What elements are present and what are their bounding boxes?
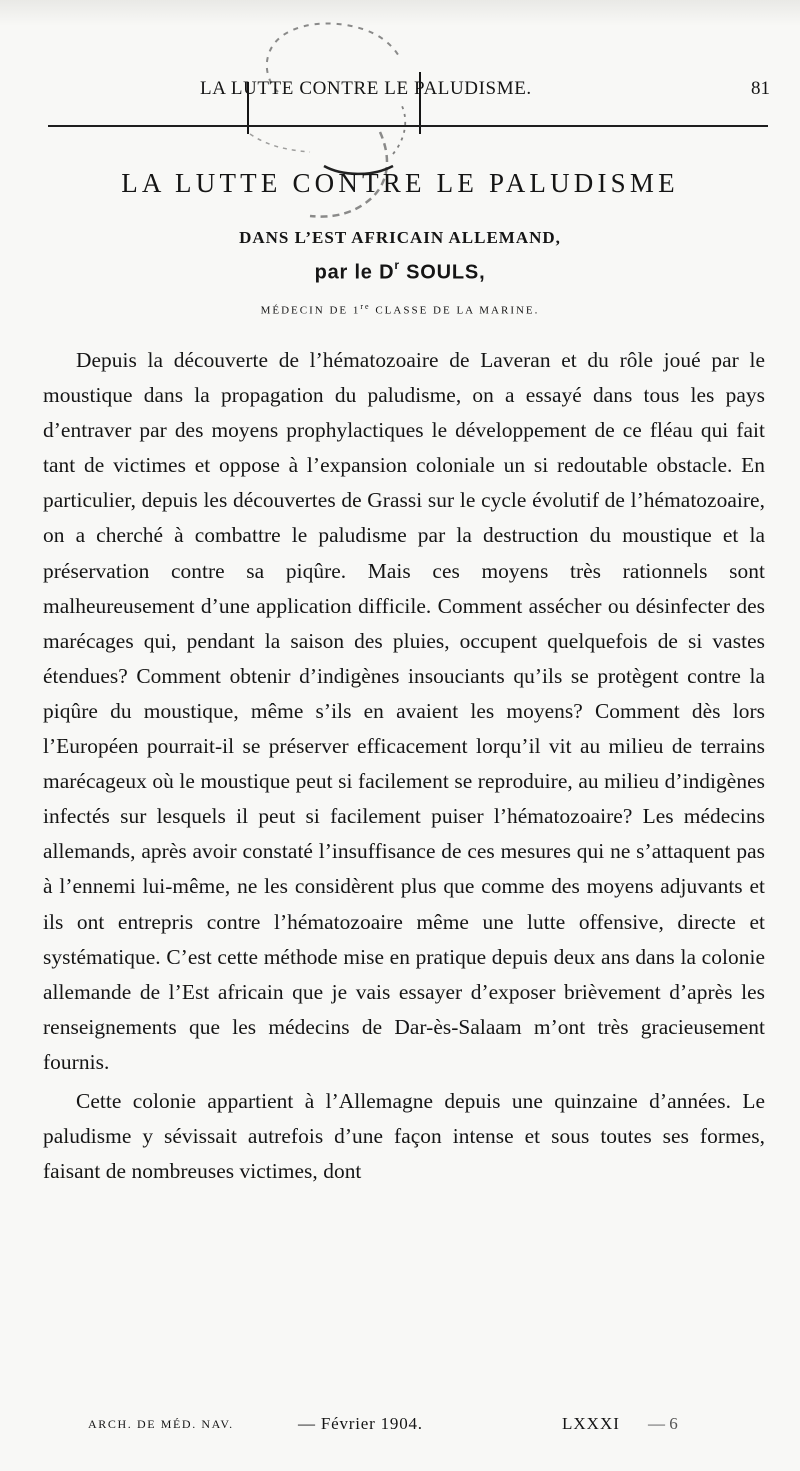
running-title: LA LUTTE CONTRE LE PALUDISME.	[200, 78, 532, 99]
author-name: SOULS,	[399, 261, 486, 284]
doctor-superscript: r	[394, 258, 400, 272]
body-paragraph-1: Depuis la découverte de l’hématozoaire de Laveran et du rôle joué par le moustique dans la propagation du paludisme, on a essayé dans tous les pays d’entraver par des moyens prophylactiques le développement de ce fléau qui fait tant de victimes et oppose à l’expansion coloniale un si redoutable obstacle. En particulier, depuis les découvertes de Grassi sur le cycle évolutif de l’hématozoaire, on a cherché à combattre le paludisme par la destruction du moustique et la préservation contre sa piqûre. Mais ces moyens très rationnels sont malheureusement d’une application difficile. Comment assécher ou désinfecter des marécages qui, pendant la saison des pluies, occupent quelquefois de si vastes étendues? Comment obtenir d’indigènes insouciants qu’ils se protègent contre la piqûre du moustique, même s’ils en avaient les moyens? Comment dès lors l’Européen pourrait-il se préserver efficacement lorqu’il vit au milieu de terrains marécageux où le moustique peut si facilement se reproduire, au milieu d’indigènes infectés sur lesquels il peut si facilement puiser l’hématozoaire? Les médecins allemands, après avoir constaté l’insuffisance de ces mesures qui ne s’attaquent pas à l’ennemi lui-même, ne les considèrent plus que comme des moyens adjuvants et ils ont entrepris contre l’hématozoaire même une lutte offensive, directe et systématique. C’est cette méthode mise en pratique depuis deux ans dans la colonie allemande de l’Est africain que je vais essayer d’exposer brièvement d’après les renseignements que les médecins de Dar-ès-Salaam m’ont très gracieusement fournis.	[43, 348, 765, 1074]
journal-name: ARCH. DE MÉD. NAV.	[88, 1417, 234, 1431]
affiliation-start: MÉDECIN DE 1	[260, 304, 361, 317]
author-byline	[0, 260, 800, 285]
publication-date: — Février 1904.	[298, 1414, 423, 1433]
byline-prefix: par le D	[314, 261, 395, 284]
volume-number: LXXXI	[562, 1414, 620, 1433]
author-affiliation	[0, 302, 800, 317]
article-title: LA LUTTE CONTRE LE PALUDISME	[121, 168, 679, 198]
page-number: 81	[751, 78, 770, 99]
page-footer	[88, 1415, 778, 1439]
header-rule	[48, 125, 768, 127]
sheet-number: — 6	[648, 1414, 678, 1433]
affiliation-end: CLASSE DE LA MARINE.	[370, 304, 540, 317]
running-header	[0, 78, 800, 106]
class-superscript: re	[360, 302, 371, 311]
article-subtitle: DANS L’EST AFRICAIN ALLEMAND,	[239, 228, 561, 247]
body-paragraph-2: Cette colonie appartient à l’Allemagne depuis une quinzaine d’années. Le paludisme y sévissait autrefois d’une façon intense et sous toutes ses formes, faisant de nombreuses victimes, dont	[43, 1088, 765, 1184]
article-body	[43, 343, 765, 1189]
